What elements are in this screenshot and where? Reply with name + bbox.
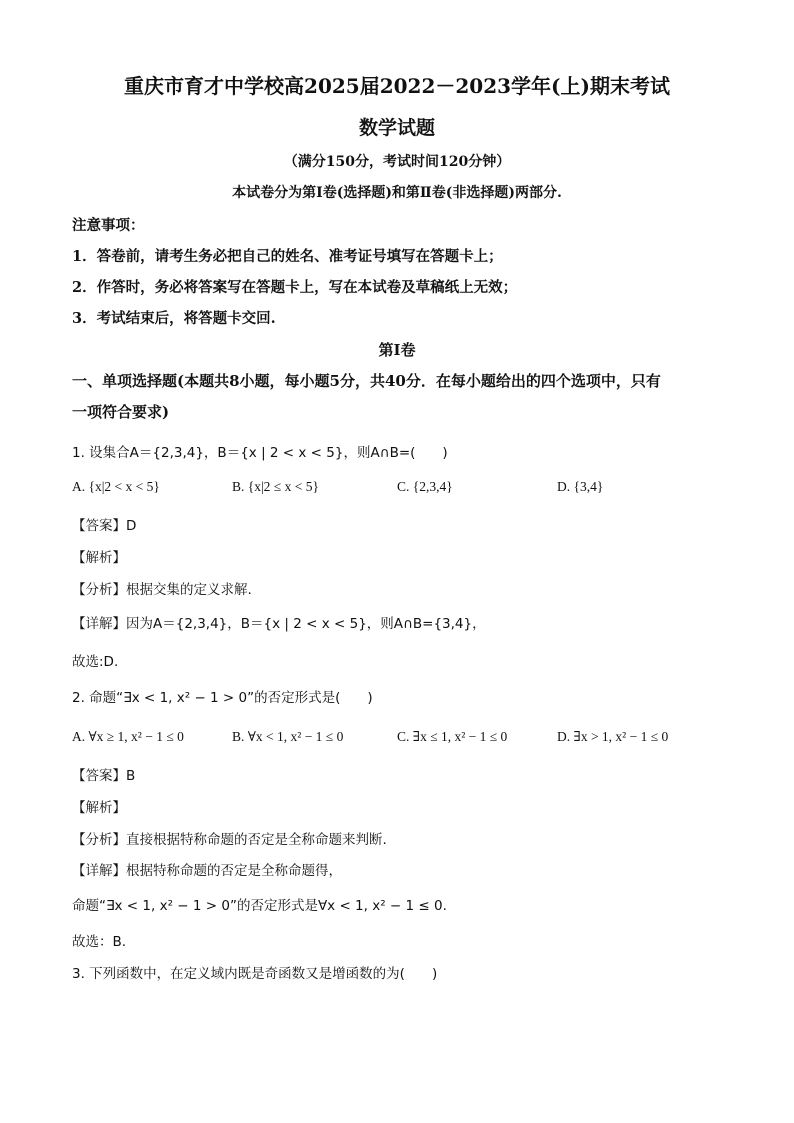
score-note: （满分150分，考试时间120分钟）: [283, 154, 511, 170]
note-item: 1．答卷前，请考生务必把自己的姓名、准考证号填写在答题卡上；: [72, 248, 503, 265]
question-3-stem: 3. 下列函数中，在定义域内既是奇函数又是增函数的为( ): [72, 966, 438, 982]
q2-option-b: B. ∀x < 1, x² − 1 ≤ 0: [232, 729, 344, 744]
q1-answer: 【答案】D: [72, 518, 137, 534]
q1-fenxi: 【分析】根据交集的定义求解.: [72, 582, 252, 598]
q1-option-d: D. {3,4}: [557, 479, 604, 494]
question-1-stem: 1. 设集合A＝{2,3,4}，B＝{x | 2 < x < 5}，则A∩B=( ): [72, 445, 448, 461]
q2-fenxi: 【分析】直接根据特称命题的否定是全称命题来判断.: [72, 832, 387, 848]
q2-analysis-label: 【解析】: [72, 800, 126, 816]
q2-answer: 【答案】B: [72, 768, 136, 784]
q1-option-a: A. {x|2 < x < 5}: [72, 479, 160, 494]
notes-heading: 注意事项：: [72, 217, 145, 234]
q1-xiangjie: 【详解】因为A＝{2,3,4}，B＝{x | 2 < x < 5}，则A∩B={3,4}，: [72, 616, 486, 632]
question-2-stem: 2. 命题“∃x < 1, x² − 1 > 0”的否定形式是( ): [72, 690, 373, 706]
note-item: 2．作答时，务必将答案写在答题卡上，写在本试卷及草稿纸上无效；: [72, 279, 518, 296]
q2-detail: 命题“∃x < 1, x² − 1 > 0”的否定形式是∀x < 1, x² − 1 ≤ 0.: [72, 898, 447, 914]
subject-title: 数学试题: [358, 117, 435, 139]
q1-option-c: C. {2,3,4}: [397, 479, 453, 494]
note-item: 3．考试结束后，将答题卡交回.: [72, 310, 276, 327]
q2-option-a: A. ∀x ≥ 1, x² − 1 ≤ 0: [72, 729, 184, 744]
structure-note: 本试卷分为第Ⅰ卷(选择题)和第Ⅱ卷(非选择题)两部分.: [232, 185, 562, 201]
section-heading: 一、单项选择题(本题共8小题，每小题5分，共40分．在每小题给出的四个选项中，只有: [72, 372, 661, 390]
volume-title: 第Ⅰ卷: [378, 341, 416, 359]
q2-option-c: C. ∃x ≤ 1, x² − 1 ≤ 0: [397, 729, 508, 744]
q1-option-b: B. {x|2 ≤ x < 5}: [232, 479, 319, 494]
q2-option-d: D. ∃x > 1, x² − 1 ≤ 0: [557, 729, 669, 744]
q1-conclusion: 故选:D.: [72, 654, 119, 670]
q2-xiangjie: 【详解】根据特称命题的否定是全称命题得，: [72, 863, 342, 879]
exam-title: 重庆市育才中学校高2025届2022－2023学年(上)期末考试: [124, 74, 670, 98]
q2-conclusion: 故选：B.: [72, 934, 127, 950]
q1-analysis-label: 【解析】: [72, 550, 126, 566]
section-heading-cont: 一项符合要求): [72, 403, 170, 421]
